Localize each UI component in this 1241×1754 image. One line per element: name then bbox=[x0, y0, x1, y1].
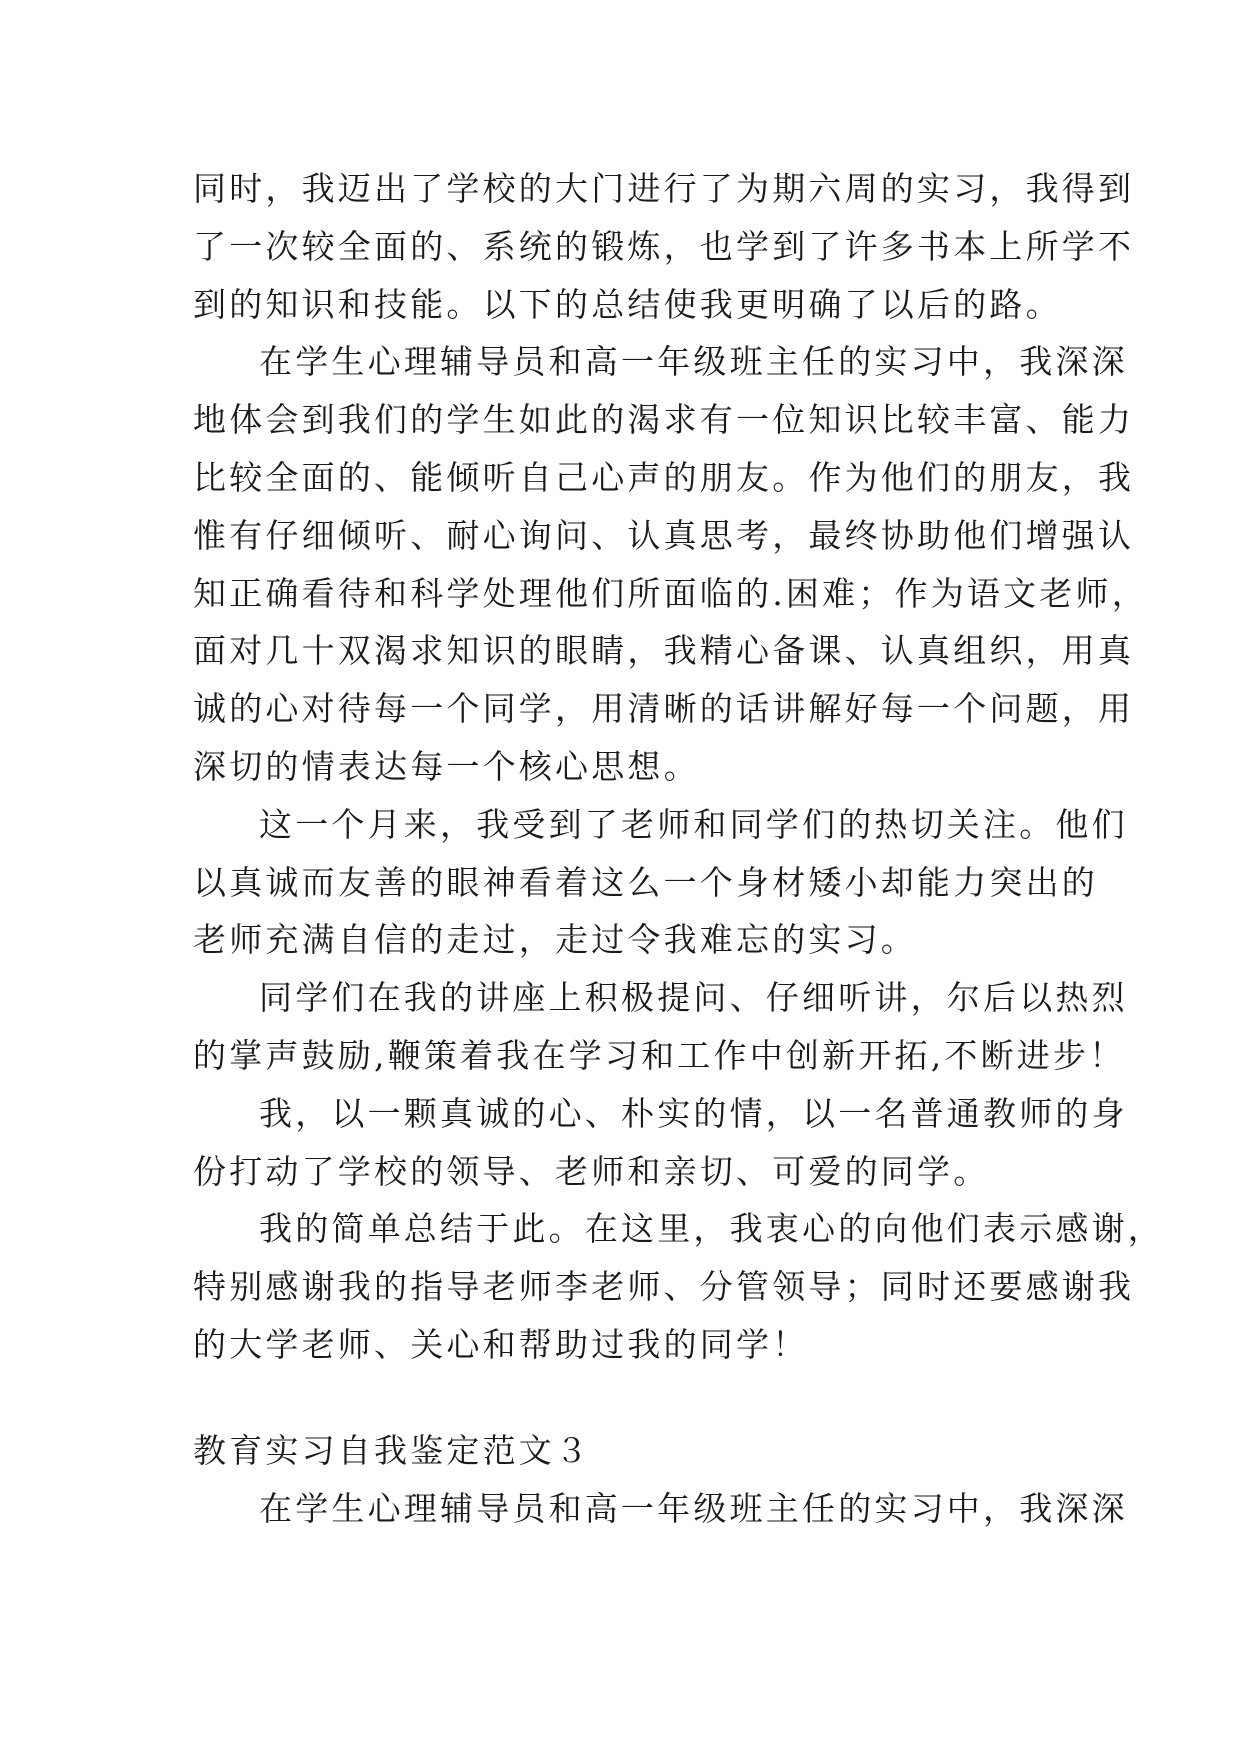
text-line: 同时，我迈出了学校的大门进行了为期六周的实习，我得到 bbox=[193, 169, 1135, 208]
paragraph bbox=[193, 333, 1148, 795]
text-line: 特别感谢我的指导老师李老师、分管领导；同时还要感谢我 bbox=[193, 1267, 1135, 1307]
text-line: 的掌声鼓励,鞭策着我在学习和工作中创新开拓,不断进步！ bbox=[193, 1035, 1126, 1075]
text-line: 老师充满自信的走过，走过令我难忘的实习。 bbox=[193, 920, 917, 960]
text-line: 在学生心理辅导员和高一年级班主任的实习中，我深深 bbox=[259, 342, 1128, 382]
paragraph bbox=[193, 1085, 1128, 1201]
text-line: 惟有仔细倾听、耐心询问、认真思考，最终协助他们增强认 bbox=[193, 515, 1135, 555]
text-line: 到的知识和技能。以下的总结使我更明确了以后的路。 bbox=[193, 284, 1062, 324]
section-spacer bbox=[193, 1374, 1053, 1422]
paragraph bbox=[193, 160, 1135, 333]
paragraph bbox=[193, 1480, 1128, 1538]
text-line: 知正确看待和科学处理他们所面临的.困难；作为语文老师， bbox=[193, 573, 1148, 613]
text-line: 深切的情表达每一个核心思想。 bbox=[193, 746, 700, 786]
text-line: 地体会到我们的学生如此的渴求有一位知识比较丰富、能力 bbox=[193, 400, 1135, 440]
text-line: 比较全面的、能倾听自己心声的朋友。作为他们的朋友，我 bbox=[193, 457, 1135, 497]
document-body bbox=[193, 160, 1164, 1537]
paragraph bbox=[193, 1200, 1164, 1373]
section-title: 教育实习自我鉴定范文３ bbox=[193, 1430, 592, 1470]
text-line: 诚的心对待每一个同学，用清晰的话讲解好每一个问题，用 bbox=[193, 689, 1135, 729]
text-line: 在学生心理辅导员和高一年级班主任的实习中，我深深 bbox=[259, 1488, 1128, 1528]
text-line: 以真诚而友善的眼神看着这么一个身材矮小却能力突出的 bbox=[193, 862, 1098, 902]
text-line: 我，以一颗真诚的心、朴实的情，以一名普通教师的身 bbox=[259, 1093, 1128, 1133]
text-line: 的大学老师、关心和帮助过我的同学！ bbox=[193, 1324, 809, 1364]
text-line: 我的简单总结于此。在这里，我衷心的向他们表示感谢， bbox=[259, 1209, 1164, 1249]
text-line: 份打动了学校的领导、老师和亲切、可爱的同学。 bbox=[193, 1151, 990, 1191]
text-line: 这一个月来，我受到了老师和同学们的热切关注。他们 bbox=[259, 804, 1128, 844]
text-line: 面对几十双渴求知识的眼睛，我精心备课、认真组织，用真 bbox=[193, 631, 1135, 671]
text-line: 了一次较全面的、系统的锻炼，也学到了许多书本上所学不 bbox=[193, 226, 1135, 266]
paragraph bbox=[193, 796, 1128, 969]
paragraph bbox=[193, 969, 1128, 1085]
text-line: 同学们在我的讲座上积极提问、仔细听讲，尔后以热烈 bbox=[259, 978, 1128, 1018]
